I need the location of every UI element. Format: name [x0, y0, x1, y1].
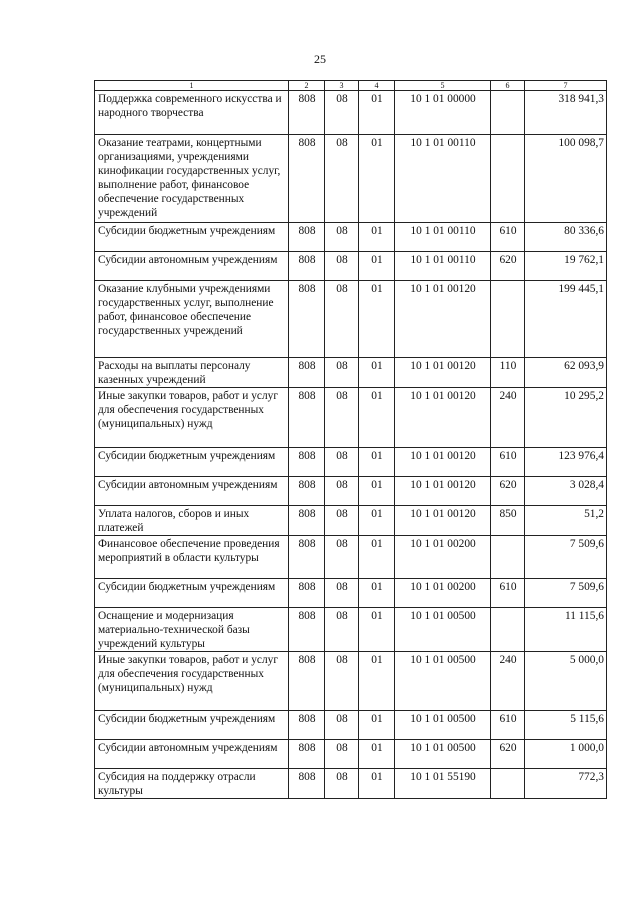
target-article-cell: 10 1 01 00500 — [395, 711, 491, 740]
column-number-1: 1 — [95, 81, 289, 91]
amount-cell: 100 098,7 — [525, 135, 607, 223]
expense-type-cell: 240 — [491, 652, 525, 711]
row-name-cell: Расходы на выплаты персоналу казенных учреждений — [95, 358, 289, 388]
column-number-2: 2 — [289, 81, 325, 91]
column-number-7: 7 — [525, 81, 607, 91]
subsection-code-cell: 01 — [359, 769, 395, 799]
expense-type-cell: 610 — [491, 711, 525, 740]
section-code-cell: 08 — [325, 740, 359, 769]
amount-cell: 5 115,6 — [525, 711, 607, 740]
ministry-code-cell: 808 — [289, 536, 325, 579]
target-article-cell: 10 1 01 00120 — [395, 358, 491, 388]
section-code-cell: 08 — [325, 477, 359, 506]
row-name-cell: Субсидии автономным учреждениям — [95, 740, 289, 769]
ministry-code-cell: 808 — [289, 506, 325, 536]
section-code-cell: 08 — [325, 506, 359, 536]
expense-type-cell: 620 — [491, 252, 525, 281]
table-row — [95, 477, 607, 506]
ministry-code-cell: 808 — [289, 579, 325, 608]
section-code-cell: 08 — [325, 388, 359, 448]
amount-cell: 11 115,6 — [525, 608, 607, 652]
target-article-cell: 10 1 01 00120 — [395, 477, 491, 506]
subsection-code-cell: 01 — [359, 506, 395, 536]
target-article-cell: 10 1 01 00500 — [395, 740, 491, 769]
section-code-cell: 08 — [325, 281, 359, 358]
expense-type-cell — [491, 608, 525, 652]
row-name-cell: Оснащение и модернизация материально-технической базы учреждений культуры — [95, 608, 289, 652]
section-code-cell: 08 — [325, 579, 359, 608]
ministry-code-cell: 808 — [289, 652, 325, 711]
table-row — [95, 281, 607, 358]
column-number-row — [95, 81, 607, 91]
row-name-cell: Оказание театрами, концертными организациями, учреждениями кинофикации государственных услуг, выполнение работ, финансовое обеспечение государственных учреждений — [95, 135, 289, 223]
subsection-code-cell: 01 — [359, 358, 395, 388]
row-name-cell: Уплата налогов, сборов и иных платежей — [95, 506, 289, 536]
expense-type-cell: 620 — [491, 740, 525, 769]
ministry-code-cell: 808 — [289, 281, 325, 358]
table-row — [95, 579, 607, 608]
expense-type-cell: 610 — [491, 579, 525, 608]
subsection-code-cell: 01 — [359, 477, 395, 506]
ministry-code-cell: 808 — [289, 223, 325, 252]
ministry-code-cell: 808 — [289, 477, 325, 506]
ministry-code-cell: 808 — [289, 388, 325, 448]
amount-cell: 19 762,1 — [525, 252, 607, 281]
target-article-cell: 10 1 01 00200 — [395, 579, 491, 608]
table-row — [95, 223, 607, 252]
ministry-code-cell: 808 — [289, 448, 325, 477]
table-row — [95, 652, 607, 711]
target-article-cell: 10 1 01 00500 — [395, 608, 491, 652]
expense-type-cell — [491, 91, 525, 135]
section-code-cell: 08 — [325, 536, 359, 579]
expense-type-cell: 110 — [491, 358, 525, 388]
row-name-cell: Субсидии бюджетным учреждениям — [95, 223, 289, 252]
section-code-cell: 08 — [325, 223, 359, 252]
row-name-cell: Иные закупки товаров, работ и услуг для обеспечения государственных (муниципальных) нужд — [95, 388, 289, 448]
amount-cell: 10 295,2 — [525, 388, 607, 448]
budget-table-body — [95, 91, 607, 799]
subsection-code-cell: 01 — [359, 252, 395, 281]
amount-cell: 51,2 — [525, 506, 607, 536]
amount-cell: 199 445,1 — [525, 281, 607, 358]
subsection-code-cell: 01 — [359, 281, 395, 358]
amount-cell: 772,3 — [525, 769, 607, 799]
table-row — [95, 252, 607, 281]
amount-cell: 62 093,9 — [525, 358, 607, 388]
ministry-code-cell: 808 — [289, 769, 325, 799]
subsection-code-cell: 01 — [359, 223, 395, 252]
amount-cell: 1 000,0 — [525, 740, 607, 769]
table-row — [95, 388, 607, 448]
row-name-cell: Субсидии автономным учреждениям — [95, 252, 289, 281]
amount-cell: 5 000,0 — [525, 652, 607, 711]
target-article-cell: 10 1 01 00200 — [395, 536, 491, 579]
expense-type-cell — [491, 769, 525, 799]
expense-type-cell — [491, 135, 525, 223]
table-row — [95, 358, 607, 388]
amount-cell: 123 976,4 — [525, 448, 607, 477]
target-article-cell: 10 1 01 00500 — [395, 652, 491, 711]
row-name-cell: Оказание клубными учреждениями государственных услуг, выполнение работ, финансовое обеспечение государственных учреждений — [95, 281, 289, 358]
amount-cell: 7 509,6 — [525, 536, 607, 579]
section-code-cell: 08 — [325, 252, 359, 281]
expense-type-cell: 240 — [491, 388, 525, 448]
expense-type-cell — [491, 536, 525, 579]
subsection-code-cell: 01 — [359, 579, 395, 608]
subsection-code-cell: 01 — [359, 91, 395, 135]
ministry-code-cell: 808 — [289, 358, 325, 388]
subsection-code-cell: 01 — [359, 448, 395, 477]
subsection-code-cell: 01 — [359, 608, 395, 652]
table-row — [95, 608, 607, 652]
table-row — [95, 448, 607, 477]
target-article-cell: 10 1 01 00120 — [395, 506, 491, 536]
expense-type-cell: 850 — [491, 506, 525, 536]
target-article-cell: 10 1 01 00110 — [395, 252, 491, 281]
subsection-code-cell: 01 — [359, 740, 395, 769]
table-row — [95, 536, 607, 579]
subsection-code-cell: 01 — [359, 388, 395, 448]
row-name-cell: Финансовое обеспечение проведения мероприятий в области культуры — [95, 536, 289, 579]
table-row — [95, 506, 607, 536]
target-article-cell: 10 1 01 00120 — [395, 388, 491, 448]
table-row — [95, 135, 607, 223]
row-name-cell: Субсидии бюджетным учреждениям — [95, 711, 289, 740]
target-article-cell: 10 1 01 00120 — [395, 281, 491, 358]
subsection-code-cell: 01 — [359, 135, 395, 223]
expense-type-cell: 620 — [491, 477, 525, 506]
page-number: 25 — [314, 52, 326, 66]
section-code-cell: 08 — [325, 652, 359, 711]
ministry-code-cell: 808 — [289, 135, 325, 223]
subsection-code-cell: 01 — [359, 711, 395, 740]
column-number-3: 3 — [325, 81, 359, 91]
column-number-6: 6 — [491, 81, 525, 91]
amount-cell: 7 509,6 — [525, 579, 607, 608]
ministry-code-cell: 808 — [289, 252, 325, 281]
section-code-cell: 08 — [325, 448, 359, 477]
target-article-cell: 10 1 01 00120 — [395, 448, 491, 477]
section-code-cell: 08 — [325, 135, 359, 223]
row-name-cell: Субсидии бюджетным учреждениям — [95, 579, 289, 608]
section-code-cell: 08 — [325, 608, 359, 652]
expense-type-cell — [491, 281, 525, 358]
target-article-cell: 10 1 01 00110 — [395, 135, 491, 223]
table-row — [95, 740, 607, 769]
subsection-code-cell: 01 — [359, 652, 395, 711]
expense-type-cell: 610 — [491, 223, 525, 252]
expense-type-cell: 610 — [491, 448, 525, 477]
row-name-cell: Субсидия на поддержку отрасли культуры — [95, 769, 289, 799]
target-article-cell: 10 1 01 00000 — [395, 91, 491, 135]
column-number-4: 4 — [359, 81, 395, 91]
column-number-5: 5 — [395, 81, 491, 91]
row-name-cell: Субсидии автономным учреждениям — [95, 477, 289, 506]
amount-cell: 80 336,6 — [525, 223, 607, 252]
row-name-cell: Иные закупки товаров, работ и услуг для обеспечения государственных (муниципальных) нужд — [95, 652, 289, 711]
section-code-cell: 08 — [325, 711, 359, 740]
table-row — [95, 91, 607, 135]
section-code-cell: 08 — [325, 91, 359, 135]
table-row — [95, 711, 607, 740]
section-code-cell: 08 — [325, 358, 359, 388]
ministry-code-cell: 808 — [289, 608, 325, 652]
amount-cell: 3 028,4 — [525, 477, 607, 506]
target-article-cell: 10 1 01 00110 — [395, 223, 491, 252]
budget-table — [94, 80, 607, 799]
ministry-code-cell: 808 — [289, 711, 325, 740]
subsection-code-cell: 01 — [359, 536, 395, 579]
amount-cell: 318 941,3 — [525, 91, 607, 135]
row-name-cell: Поддержка современного искусства и народного творчества — [95, 91, 289, 135]
table-row — [95, 769, 607, 799]
target-article-cell: 10 1 01 55190 — [395, 769, 491, 799]
section-code-cell: 08 — [325, 769, 359, 799]
ministry-code-cell: 808 — [289, 91, 325, 135]
ministry-code-cell: 808 — [289, 740, 325, 769]
row-name-cell: Субсидии бюджетным учреждениям — [95, 448, 289, 477]
